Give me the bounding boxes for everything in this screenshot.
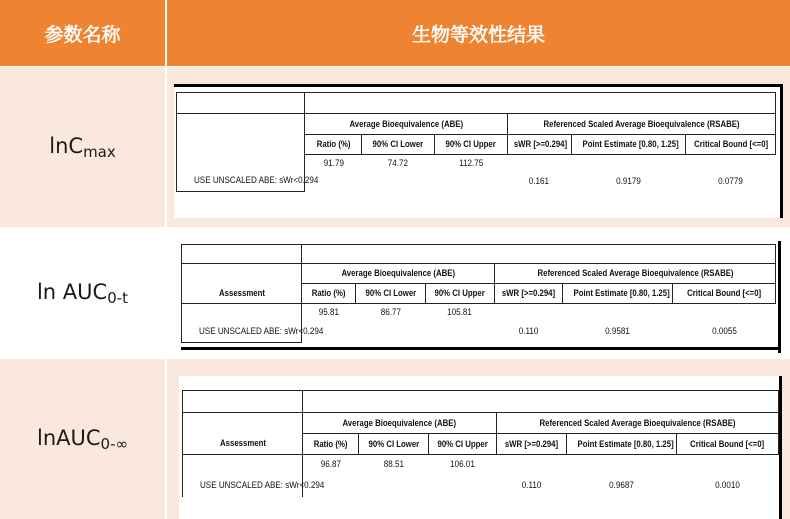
param-name: lnAUC$_{0-\infty}$ (0, 359, 165, 519)
be-table (179, 376, 782, 519)
be-result-table: Assessment Average Bioequivalence (ABE) Referenced Scaled Average Bioequivalence (RSABE) Ratio (%) 90% CI Lower 90% CI Upper sWR [>=0.294] Point Estimate [0.80, 1.25] Critical Bound [<=0] 95.81 86.77 105.81 USE UNSCALED ABE: sWr<0.294 0.110 0.9581 0.0055 (181, 244, 776, 343)
assessment-header: Assessment (219, 438, 266, 449)
param-name: lnC$_{max}$ (0, 67, 165, 227)
result-cell (167, 228, 790, 358)
result-cell (167, 359, 790, 519)
param-column-header: 参数名称 (0, 0, 165, 66)
assessment-header: Assessment (218, 288, 265, 299)
param-name: $\ln AUC_{0-t}$ (0, 228, 165, 358)
result-cell (167, 67, 790, 227)
result-row-auc0t (0, 228, 790, 358)
be-table (181, 241, 781, 353)
result-column-header: 生物等效性结果 (167, 0, 790, 66)
be-table (174, 84, 783, 218)
result-row-aucinf (0, 359, 790, 519)
be-result-table: Average Bioequivalence (ABE) Referenced Scaled Average Bioequivalence (RSABE) Ratio (%) 90% CI Lower 90% CI Upper sWR [>=0.294] Point Estimate [0.80, 1.25] Critical Bound [<=0] 91.79 74.72 112.75 USE UNSCALED ABE: sWr<0.294 0.161 0.9179 0.0779 (176, 92, 776, 192)
be-result-table: Assessment Average Bioequivalence (ABE) Referenced Scaled Average Bioequivalence (RSABE) Ratio (%) 90% CI Lower 90% CI Upper sWR [>=0.294] Point Estimate [0.80, 1.25] Critical Bound [<=0] 96.87 88.51 106.01 USE UNSCALED ABE: sWr<0.294 0.110 0.9687 0.0010 (182, 390, 779, 497)
result-row-cmax (0, 67, 790, 227)
